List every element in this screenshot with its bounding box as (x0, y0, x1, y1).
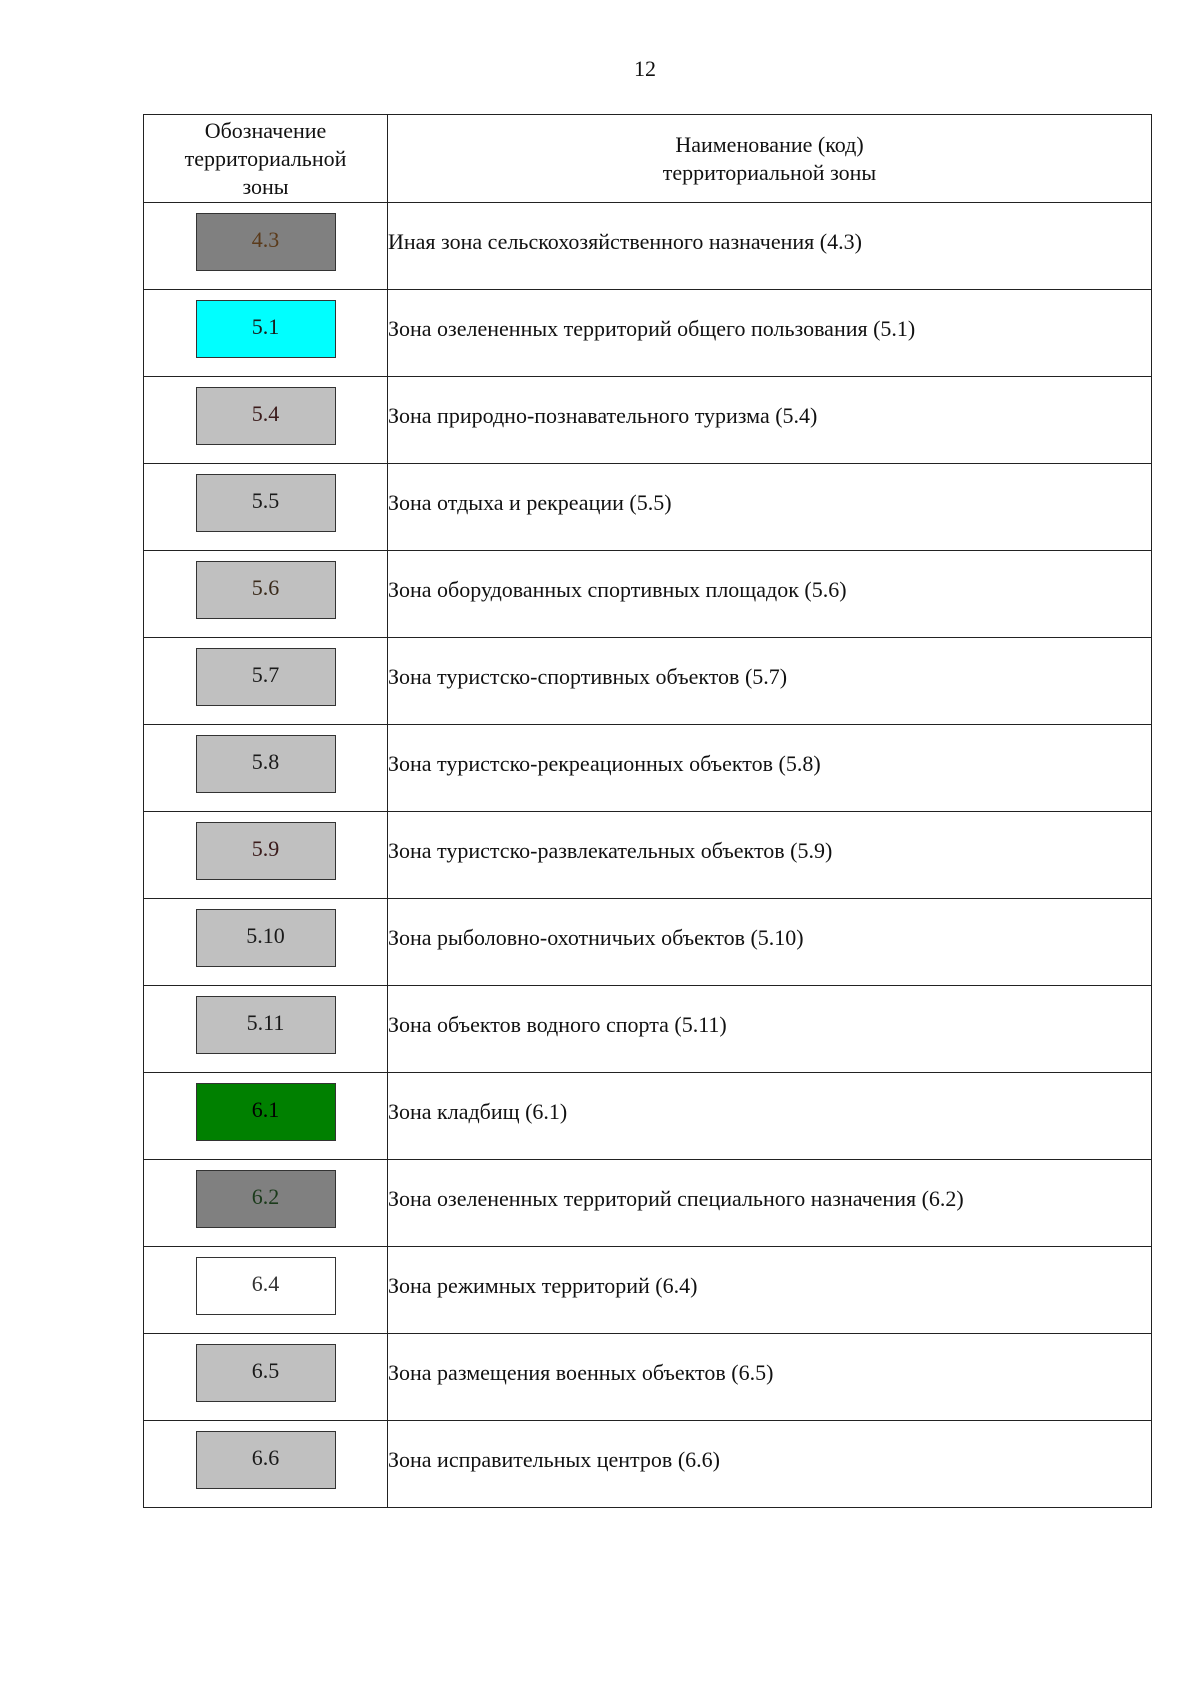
header-name (388, 115, 1152, 203)
table-row (144, 551, 1152, 638)
zone-name: Зона кладбищ (6.1) (388, 1099, 568, 1124)
zone-swatch: 5.1 (196, 300, 336, 358)
zone-name: Зона озелененных территорий специального назначения (6.2) (388, 1186, 964, 1211)
zone-swatch: 6.1 (196, 1083, 336, 1141)
zone-name: Зона туристско-рекреационных объектов (5.8) (388, 751, 821, 776)
zone-symbol-cell (144, 986, 388, 1073)
zone-swatch: 5.10 (196, 909, 336, 967)
table-row (144, 1160, 1152, 1247)
zone-legend-table (143, 114, 1152, 1508)
zone-symbol-cell (144, 377, 388, 464)
zone-symbol-cell (144, 1247, 388, 1334)
zone-name: Зона рыболовно-охотничьих объектов (5.10) (388, 925, 804, 950)
table-row (144, 899, 1152, 986)
zone-swatch: 5.7 (196, 648, 336, 706)
zone-swatch: 5.9 (196, 822, 336, 880)
table-row (144, 1247, 1152, 1334)
zone-name: Зона размещения военных объектов (6.5) (388, 1360, 774, 1385)
zone-swatch: 6.5 (196, 1344, 336, 1402)
table-row (144, 1073, 1152, 1160)
table-row (144, 203, 1152, 290)
table-row (144, 638, 1152, 725)
zone-name: Зона природно-познавательного туризма (5.4) (388, 403, 818, 428)
zone-name-cell (388, 986, 1152, 1073)
zone-name-cell (388, 377, 1152, 464)
header-symbol-line: зоны (242, 173, 289, 199)
zone-name-cell (388, 899, 1152, 986)
header-symbol-line: Обозначение (204, 117, 327, 143)
zone-symbol-cell (144, 464, 388, 551)
table-row (144, 464, 1152, 551)
zone-name: Зона оборудованных спортивных площадок (5.6) (388, 577, 847, 602)
zone-name-cell (388, 1160, 1152, 1247)
zone-swatch: 5.4 (196, 387, 336, 445)
zone-name-cell (388, 551, 1152, 638)
zone-name-cell (388, 290, 1152, 377)
zone-symbol-cell (144, 551, 388, 638)
zone-name: Зона отдыха и рекреации (5.5) (388, 490, 672, 515)
table-header-row (144, 115, 1152, 203)
zone-name-cell (388, 1334, 1152, 1421)
table-row (144, 812, 1152, 899)
zone-swatch: 6.6 (196, 1431, 336, 1489)
table-row (144, 290, 1152, 377)
table-row (144, 986, 1152, 1073)
zone-name: Зона режимных территорий (6.4) (388, 1273, 698, 1298)
table-row (144, 1421, 1152, 1508)
header-symbol-line: территориальной (184, 145, 347, 171)
zone-symbol-cell (144, 203, 388, 290)
zone-name-cell (388, 1421, 1152, 1508)
zone-name-cell (388, 1073, 1152, 1160)
zone-swatch: 6.4 (196, 1257, 336, 1315)
zone-symbol-cell (144, 638, 388, 725)
zone-swatch: 4.3 (196, 213, 336, 271)
header-name-line: Наименование (код) (675, 131, 864, 157)
zone-name: Зона туристско-спортивных объектов (5.7) (388, 664, 788, 689)
zone-symbol-cell (144, 725, 388, 812)
table-row (144, 1334, 1152, 1421)
zone-name-cell (388, 1247, 1152, 1334)
zone-name-cell (388, 638, 1152, 725)
header-name-line: территориальной зоны (662, 159, 877, 185)
zone-swatch: 5.8 (196, 735, 336, 793)
table-row (144, 725, 1152, 812)
zone-name-cell (388, 725, 1152, 812)
zone-symbol-cell (144, 1334, 388, 1421)
table-row (144, 377, 1152, 464)
zone-symbol-cell (144, 1421, 388, 1508)
zone-name: Иная зона сельскохозяйственного назначения (4.3) (388, 229, 862, 254)
page-number: 12 (634, 56, 656, 81)
zone-symbol-cell (144, 812, 388, 899)
zone-name: Зона исправительных центров (6.6) (388, 1447, 720, 1472)
zone-swatch: 5.5 (196, 474, 336, 532)
zone-name: Зона озелененных территорий общего пользования (5.1) (388, 316, 916, 341)
zone-name-cell (388, 464, 1152, 551)
legend-body (144, 203, 1152, 1508)
zone-name-cell (388, 203, 1152, 290)
zone-symbol-cell (144, 1160, 388, 1247)
zone-swatch: 5.6 (196, 561, 336, 619)
zone-name: Зона туристско-развлекательных объектов (5.9) (388, 838, 833, 863)
zone-symbol-cell (144, 899, 388, 986)
zone-swatch: 6.2 (196, 1170, 336, 1228)
zone-symbol-cell (144, 290, 388, 377)
zone-swatch: 5.11 (196, 996, 336, 1054)
zone-symbol-cell (144, 1073, 388, 1160)
zone-name-cell (388, 812, 1152, 899)
header-symbol (144, 115, 388, 203)
zone-name: Зона объектов водного спорта (5.11) (388, 1012, 727, 1037)
